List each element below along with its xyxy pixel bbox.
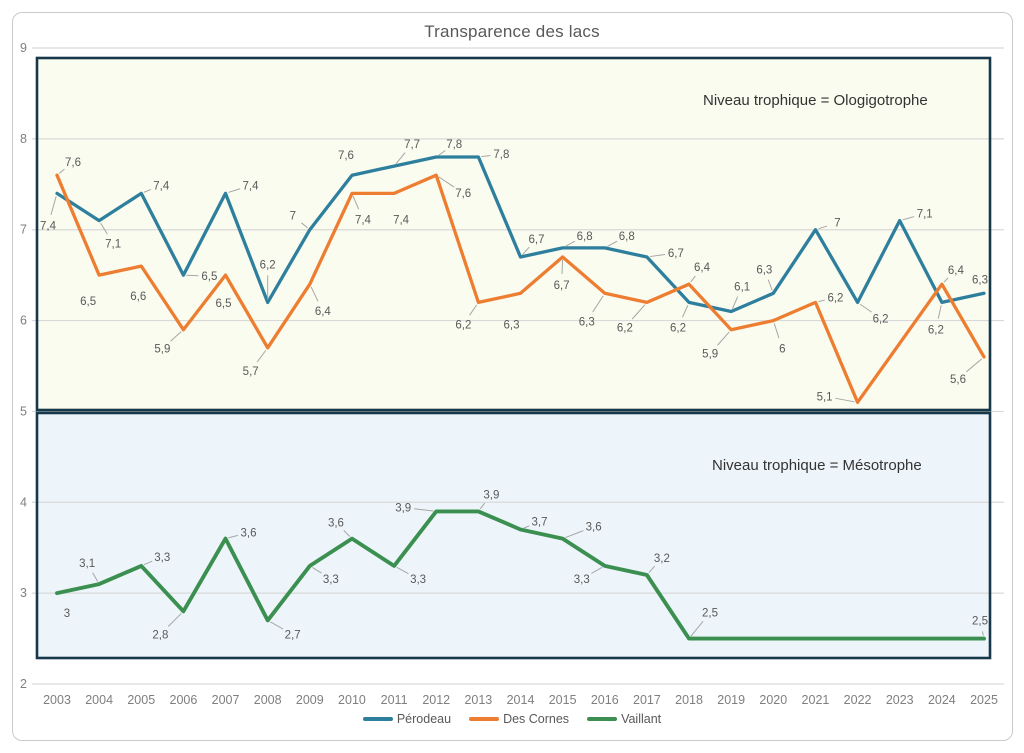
data-label: 7,7 [404, 139, 421, 152]
data-label: 3,7 [531, 516, 548, 529]
data-label: 7 [289, 210, 297, 223]
data-label: 6,5 [80, 296, 97, 309]
data-label: 7,4 [153, 180, 170, 193]
data-label: 3 [63, 608, 71, 621]
legend-item-des-cornes[interactable] [469, 712, 569, 726]
data-label: 6,4 [314, 306, 331, 319]
y-axis-tick-label: 4 [20, 495, 27, 510]
x-axis-tick-label: 2018 [675, 693, 703, 707]
data-label: 6,5 [201, 271, 218, 284]
x-axis-tick-label: 2014 [506, 693, 535, 707]
data-label: 7,4 [393, 214, 410, 227]
data-label: 6,2 [827, 292, 844, 305]
data-label: 7,4 [40, 220, 56, 233]
data-label: 6,7 [528, 233, 545, 246]
data-label: 7,6 [455, 188, 472, 201]
data-label: 6,6 [130, 291, 147, 304]
data-label: 2,5 [702, 607, 719, 620]
y-axis-tick-label: 5 [20, 404, 27, 419]
data-label: 2,5 [972, 615, 989, 628]
y-axis-tick-label: 3 [20, 586, 27, 601]
data-label: 6,8 [618, 230, 635, 243]
x-axis-tick-label: 2005 [127, 693, 156, 707]
data-label: 7,8 [446, 139, 463, 152]
data-label: 3,3 [154, 551, 171, 564]
data-label: 6,3 [756, 264, 773, 277]
data-label: 6,2 [927, 324, 944, 337]
data-label: 5,6 [950, 373, 967, 386]
y-axis-tick-label: 7 [20, 222, 27, 237]
data-label: 3,9 [395, 502, 412, 515]
legend-label: Des Cornes [503, 712, 570, 726]
x-axis-tick-label: 2023 [885, 693, 914, 707]
legend-swatch [469, 717, 499, 721]
data-label: 5,7 [242, 365, 259, 378]
data-label: 7,6 [65, 157, 81, 170]
x-axis-tick-label: 2009 [295, 693, 324, 707]
data-label: 3,3 [573, 573, 590, 586]
data-label: 5,9 [154, 343, 171, 356]
x-axis-tick-label: 2015 [548, 693, 577, 707]
legend-item-vaillant[interactable] [587, 712, 661, 726]
data-label: 3,2 [653, 552, 670, 565]
legend-swatch [587, 717, 617, 721]
region-label-oligotrophe: Niveau trophique = Ologigotrophe [703, 92, 928, 109]
data-label: 3,3 [322, 573, 339, 586]
y-axis-tick-label: 9 [20, 41, 27, 55]
x-axis-tick-label: 2011 [380, 693, 408, 707]
data-label: 6,4 [694, 262, 711, 275]
band-oligotrophe [37, 58, 990, 410]
x-axis-tick-label: 2025 [970, 693, 998, 707]
data-label: 7,8 [493, 149, 510, 162]
data-label: 7 [834, 217, 841, 230]
x-axis-tick-label: 2010 [338, 693, 366, 707]
data-label: 6,3 [503, 319, 520, 332]
x-axis-tick-label: 2024 [927, 693, 956, 707]
x-axis-tick-label: 2019 [717, 693, 746, 707]
data-label: 6,4 [947, 265, 964, 278]
band-mesotrophe [37, 413, 990, 658]
x-axis-tick-label: 2016 [590, 693, 619, 707]
data-label: 3,3 [410, 573, 427, 586]
data-label: 6,2 [872, 313, 889, 326]
data-label: 6,3 [972, 274, 989, 287]
x-axis-tick-label: 2013 [464, 693, 493, 707]
data-label: 6,2 [259, 259, 276, 272]
data-label: 6,1 [734, 281, 751, 294]
data-label: 6,7 [553, 279, 570, 292]
data-label: 3,6 [327, 517, 344, 530]
legend-label: Vaillant [621, 712, 662, 726]
y-axis-tick-label: 8 [20, 131, 27, 146]
data-label: 3,6 [240, 527, 257, 540]
data-label: 7,1 [916, 208, 933, 221]
legend [0, 712, 1024, 726]
data-label: 6,3 [578, 316, 595, 329]
region-label-mesotrophe: Niveau trophique = Mésotrophe [712, 457, 922, 474]
data-label: 6,2 [670, 322, 687, 335]
data-label: 5,1 [816, 391, 833, 404]
legend-item-pérodeau[interactable] [363, 712, 451, 726]
x-axis-tick-label: 2006 [169, 693, 198, 707]
x-axis-tick-label: 2004 [85, 693, 114, 707]
legend-label: Pérodeau [396, 712, 452, 726]
data-label-leader [562, 260, 563, 274]
y-axis-tick-label: 6 [20, 313, 27, 328]
chart-title: Transparence des lacs [424, 22, 600, 41]
data-label: 2,7 [284, 629, 301, 642]
legend-swatch [363, 717, 393, 721]
x-axis-tick-label: 2007 [211, 693, 240, 707]
data-label: 6 [779, 343, 786, 356]
data-label: 5,9 [702, 348, 719, 361]
data-label: 3,6 [585, 521, 602, 534]
data-label: 6,8 [576, 230, 593, 243]
data-label: 7,4 [354, 214, 371, 227]
data-label: 6,5 [215, 298, 232, 311]
data-label: 7,1 [105, 238, 122, 251]
x-axis-tick-label: 2020 [759, 693, 788, 707]
data-label: 3,9 [483, 489, 500, 502]
data-label: 6,7 [667, 247, 684, 260]
y-axis-tick-label: 2 [20, 676, 27, 691]
data-label: 3,1 [79, 558, 96, 571]
data-label: 7,6 [337, 150, 354, 163]
x-axis-tick-label: 2022 [843, 693, 872, 707]
x-axis-tick-label: 2021 [801, 693, 830, 707]
x-axis-tick-label: 2012 [422, 693, 451, 707]
x-axis-tick-label: 2003 [43, 693, 71, 707]
data-label: 6,2 [616, 322, 633, 335]
x-axis-tick-label: 2017 [633, 693, 661, 707]
data-label: 2,8 [152, 629, 169, 642]
data-label: 7,4 [242, 180, 259, 193]
data-label: 6,2 [455, 319, 472, 332]
x-axis-tick-label: 2008 [253, 693, 282, 707]
